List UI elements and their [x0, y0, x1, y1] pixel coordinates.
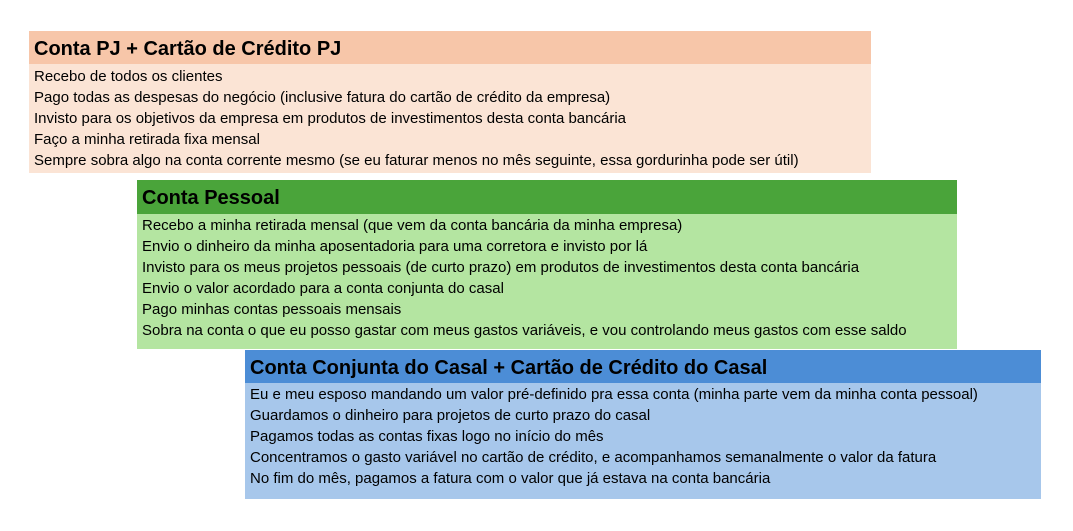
- account-box-line: Pago minhas contas pessoais mensais: [142, 301, 402, 318]
- account-box-line: Pago todas as despesas do negócio (inclusive fatura do cartão de crédito da empresa): [34, 89, 611, 106]
- account-box-body: [245, 383, 1041, 499]
- account-box-body: [137, 214, 957, 349]
- account-box-title: Conta PJ + Cartão de Crédito PJ: [29, 31, 871, 64]
- account-box-line: Guardamos o dinheiro para projetos de curto prazo do casal: [250, 407, 651, 424]
- account-box-line: Envio o dinheiro da minha aposentadoria para uma corretora e invisto por lá: [142, 238, 648, 255]
- account-box-line: Invisto para os objetivos da empresa em produtos de investimentos desta conta bancária: [34, 110, 627, 127]
- account-box-line: Recebo a minha retirada mensal (que vem da conta bancária da minha empresa): [142, 217, 683, 234]
- account-box-line: Sempre sobra algo na conta corrente mesmo (se eu faturar menos no mês seguinte, essa gordurinha pode ser útil): [34, 152, 799, 169]
- account-box-line: Concentramos o gasto variável no cartão de crédito, e acompanhamos semanalmente o valor da fatura: [250, 449, 937, 466]
- account-box-line: Recebo de todos os clientes: [34, 68, 223, 85]
- account-box-line: Eu e meu esposo mandando um valor pré-definido pra essa conta (minha parte vem da minha conta pessoal): [250, 386, 978, 403]
- account-box-body: [29, 64, 871, 173]
- account-box-line: Faço a minha retirada fixa mensal: [34, 131, 260, 148]
- account-box-title: Conta Pessoal: [137, 180, 957, 214]
- account-box-line: Invisto para os meus projetos pessoais (de curto prazo) em produtos de investimentos desta conta bancária: [142, 259, 860, 276]
- account-box-pj: [29, 31, 871, 173]
- account-box-title: Conta Conjunta do Casal + Cartão de Crédito do Casal: [245, 350, 1041, 383]
- account-box-line: Envio o valor acordado para a conta conjunta do casal: [142, 280, 504, 297]
- account-box-line: Pagamos todas as contas fixas logo no início do mês: [250, 428, 604, 445]
- account-box-pessoal: [137, 180, 957, 349]
- account-box-line: Sobra na conta o que eu posso gastar com meus gastos variáveis, e vou controlando meus gastos com esse saldo: [142, 322, 907, 339]
- account-box-casal: [245, 350, 1041, 499]
- account-box-line: No fim do mês, pagamos a fatura com o valor que já estava na conta bancária: [250, 470, 771, 487]
